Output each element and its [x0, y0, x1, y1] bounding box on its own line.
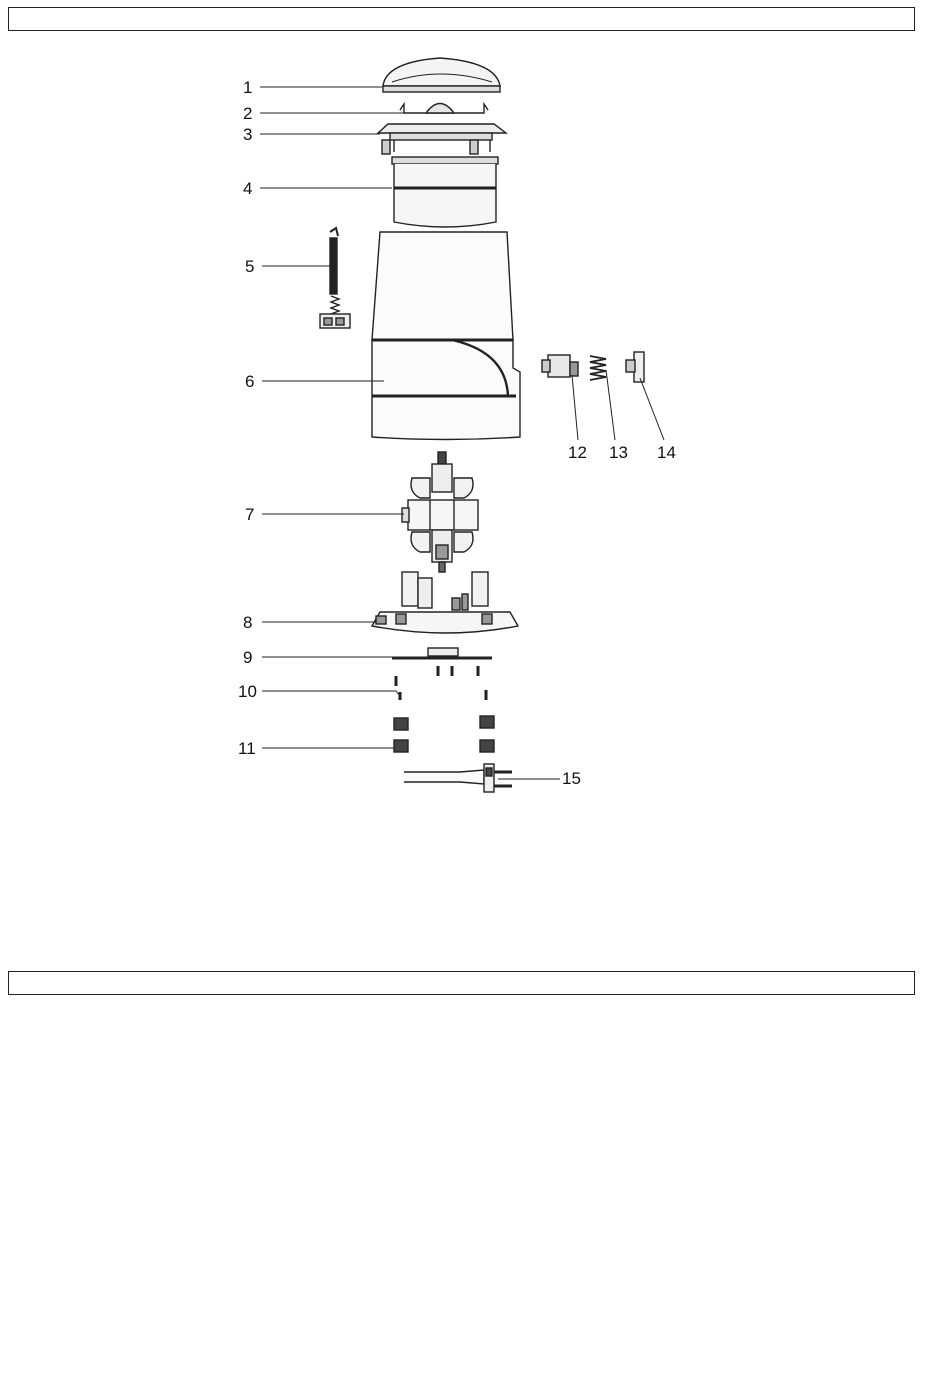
part-14-knob — [626, 352, 644, 382]
label-5: 5 — [245, 257, 255, 276]
label-14: 14 — [657, 443, 676, 462]
part-11-rubber-feet — [394, 716, 494, 752]
label-13: 13 — [609, 443, 628, 462]
label-11: 11 — [238, 739, 256, 758]
label-9: 9 — [243, 648, 253, 667]
part-1-lid-cap — [383, 58, 500, 92]
part-9-bottom-plate — [392, 648, 492, 676]
footer-title-box — [8, 971, 915, 995]
label-8: 8 — [243, 613, 253, 632]
label-12: 12 — [568, 443, 587, 462]
part-8-base — [372, 572, 518, 633]
label-6: 6 — [245, 372, 255, 391]
part-13-spring — [590, 356, 606, 380]
label-1: 1 — [243, 78, 253, 97]
part-2-dome-clip — [400, 104, 488, 114]
part-15-power-plug — [404, 764, 512, 792]
label-3: 3 — [243, 125, 253, 144]
part-7-motor — [402, 452, 478, 572]
part-4-container — [392, 157, 498, 227]
label-10: 10 — [238, 682, 257, 701]
part-5-switch-spring — [320, 228, 350, 328]
label-4: 4 — [243, 179, 253, 198]
label-15: 15 — [562, 769, 581, 788]
part-3-lid-plate — [378, 124, 506, 154]
label-2: 2 — [243, 104, 253, 123]
part-12-button — [542, 355, 578, 377]
label-7: 7 — [245, 505, 255, 524]
part-10-screws — [396, 676, 486, 700]
part-6-housing — [372, 232, 520, 440]
